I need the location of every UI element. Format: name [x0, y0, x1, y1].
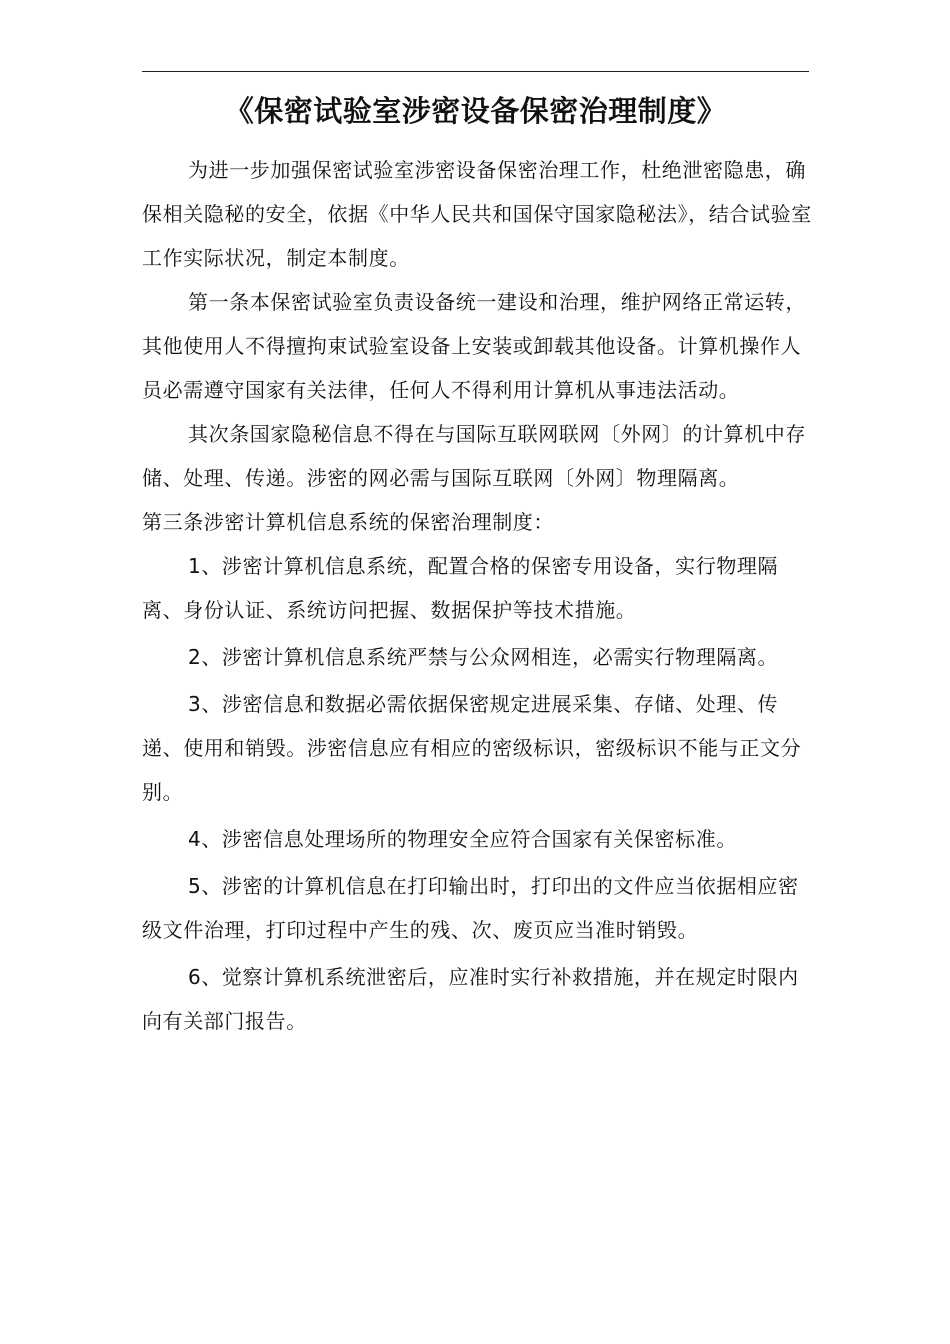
rule-item-2: 2、涉密计算机信息系统严禁与公众网相连，必需实行物理隔离。	[188, 645, 779, 669]
article-3-heading: 第三条涉密计算机信息系统的保密治理制度：	[142, 510, 554, 534]
article-2-paragraph: 其次条国家隐秘信息不得在与国际互联网联网〔外网〕的计算机中存储、处理、传递。涉密的网必需与国际互联网〔外网〕物理隔离。	[142, 422, 806, 490]
rule-item-1: 1、涉密计算机信息系统，配置合格的保密专用设备，实行物理隔离、身份认证、系统访问把握、数据保护等技术措施。	[142, 554, 779, 622]
article-1-paragraph: 第一条本保密试验室负责设备统一建设和治理，维护网络正常运转，其他使用人不得擅拘束试验室设备上安装或卸载其他设备。计算机操作人员必需遵守国家有关法律，任何人不得利用计算机从事违法活动。	[142, 290, 806, 402]
document-body	[142, 148, 812, 1043]
rule-item-4: 4、涉密信息处理场所的物理安全应符合国家有关保密标准。	[188, 827, 737, 851]
header-rule	[142, 71, 809, 72]
rule-item-6: 6、觉察计算机系统泄密后，应准时实行补救措施，并在规定时限内向有关部门报告。	[142, 965, 799, 1033]
document-title: 《保密试验室涉密设备保密治理制度》	[224, 94, 727, 128]
rule-item-5: 5、涉密的计算机信息在打印输出时，打印出的文件应当依据相应密级文件治理，打印过程中产生的残、次、废页应当准时销毁。	[142, 874, 799, 942]
rule-item-3: 3、涉密信息和数据必需依据保密规定进展采集、存储、处理、传递、使用和销毁。涉密信息应有相应的密级标识，密级标识不能与正文分别。	[142, 692, 802, 804]
intro-paragraph: 为进一步加强保密试验室涉密设备保密治理工作，杜绝泄密隐患，确保相关隐秘的安全，依据《中华人民共和国保守国家隐秘法》，结合试验室工作实际状况，制定本制度。	[142, 158, 812, 270]
